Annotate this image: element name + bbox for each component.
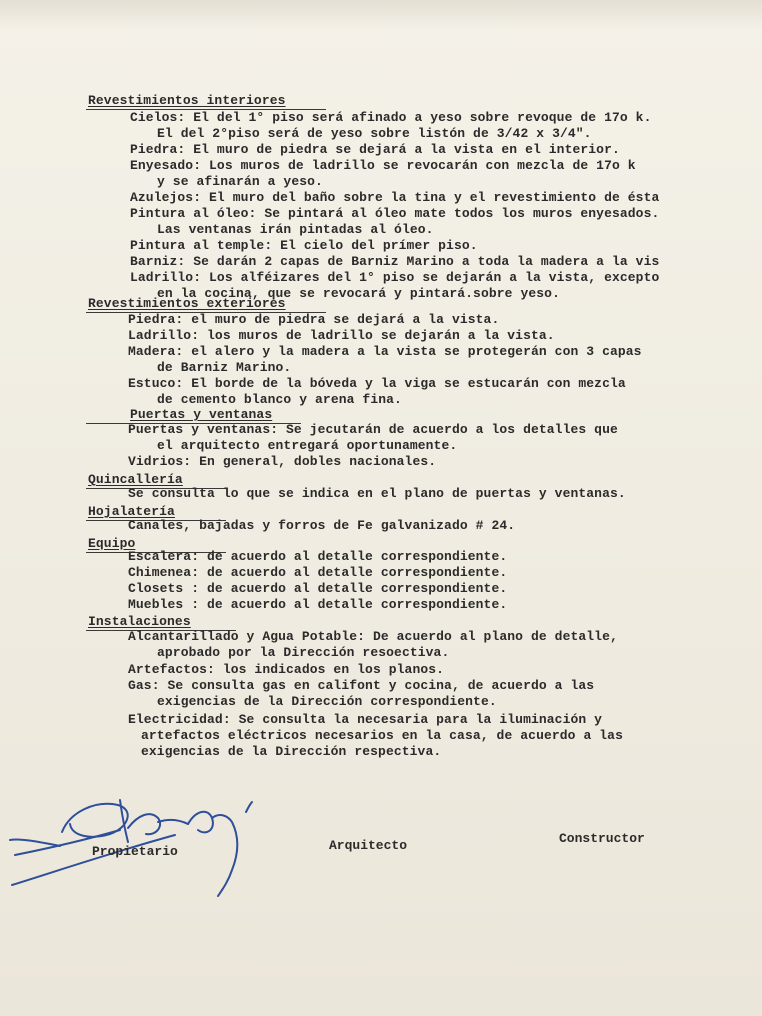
text-line: Puertas y ventanas: Se jecutarán de acuerdo a los detalles que — [128, 422, 618, 437]
heading-revestimientos-exteriores: Revestimientos exteriores — [88, 296, 286, 311]
heading-quincalleria: Quincallería — [88, 472, 183, 487]
text-line: Electricidad: Se consulta la necesaria para la iluminación y — [128, 712, 603, 727]
text-line: Pintura al temple: El cielo del prímer piso. — [130, 238, 478, 253]
signature-label-builder: Constructor — [559, 831, 645, 846]
text-line: Madera: el alero y la madera a la vista se protegerán con 3 capas — [128, 344, 642, 359]
text-line: Enyesado: Los muros de ladrillo se revocarán con mezcla de 17o k — [130, 158, 636, 173]
text-line: Azulejos: El muro del baño sobre la tina y el revestimiento de ésta — [130, 190, 660, 205]
text-line: Escalera: de acuerdo al detalle correspondiente. — [128, 549, 508, 564]
text-line: artefactos eléctricos necesarios en la casa, de acuerdo a las — [141, 728, 623, 743]
signature-label-architect: Arquitecto — [329, 838, 408, 853]
text-line: de Barniz Marino. — [157, 360, 292, 375]
text-line: Closets : de acuerdo al detalle correspondiente. — [128, 581, 508, 596]
text-line: Alcantarillado y Agua Potable: De acuerdo al plano de detalle, — [128, 629, 618, 644]
text-line: Canales, bajadas y forros de Fe galvanizado # 24. — [128, 518, 516, 533]
heading-revestimientos-interiores: Revestimientos interiores — [88, 93, 286, 108]
text-line: Estuco: El borde de la bóveda y la viga se estucarán con mezcla — [128, 376, 626, 391]
text-line: Cielos: El del 1° piso será afinado a yeso sobre revoque de 17o k. — [130, 110, 652, 125]
handwritten-signature — [0, 760, 300, 910]
text-line: Ladrillo: los muros de ladrillo se dejarán a la vista. — [128, 328, 555, 343]
text-line: aprobado por la Dirección resoectiva. — [157, 645, 450, 660]
text-line: Ladrillo: Los alféizares del 1° piso se dejarán a la vista, excepto — [130, 270, 660, 285]
heading-hojalateria: Hojalatería — [88, 504, 175, 519]
text-line: Chimenea: de acuerdo al detalle correspondiente. — [128, 565, 508, 580]
paper-fold-shadow — [0, 0, 762, 30]
text-line: Barniz: Se darán 2 capas de Barniz Marino a toda la madera a la vis — [130, 254, 660, 269]
text-line: Muebles : de acuerdo al detalle correspondiente. — [128, 597, 508, 612]
text-line: Se consulta lo que se indica en el plano de puertas y ventanas. — [128, 486, 626, 501]
text-line: Las ventanas irán pintadas al óleo. — [157, 222, 434, 237]
text-line: exigencias de la Dirección respectiva. — [141, 744, 442, 759]
text-line: Gas: Se consulta gas en califont y cocina, de acuerdo a las — [128, 678, 595, 693]
heading-instalaciones: Instalaciones — [88, 614, 191, 629]
text-line: Piedra: el muro de piedra se dejará a la vista. — [128, 312, 500, 327]
heading-equipo: Equipo — [88, 536, 136, 551]
text-line: en la cocina, que se revocará y pintará.sobre yeso. — [157, 286, 560, 301]
text-line: Vidrios: En general, dobles nacionales. — [128, 454, 437, 469]
text-line: de cemento blanco y arena fina. — [157, 392, 402, 407]
heading-puertas-y-ventanas: Puertas y ventanas — [130, 407, 273, 422]
text-line: y se afinarán a yeso. — [157, 174, 323, 189]
text-line: Pintura al óleo: Se pintará al óleo mate todos los muros enyesados. — [130, 206, 660, 221]
text-line: Piedra: El muro de piedra se dejará a la vista en el interior. — [130, 142, 620, 157]
signature-label-owner: Propietario — [92, 844, 178, 859]
text-line: El del 2°piso será de yeso sobre listón de 3/42 x 3/4". — [157, 126, 592, 141]
text-line: el arquitecto entregará oportunamente. — [157, 438, 458, 453]
text-line: exigencias de la Dirección correspondiente. — [157, 694, 497, 709]
text-line: Artefactos: los indicados en los planos. — [128, 662, 445, 677]
